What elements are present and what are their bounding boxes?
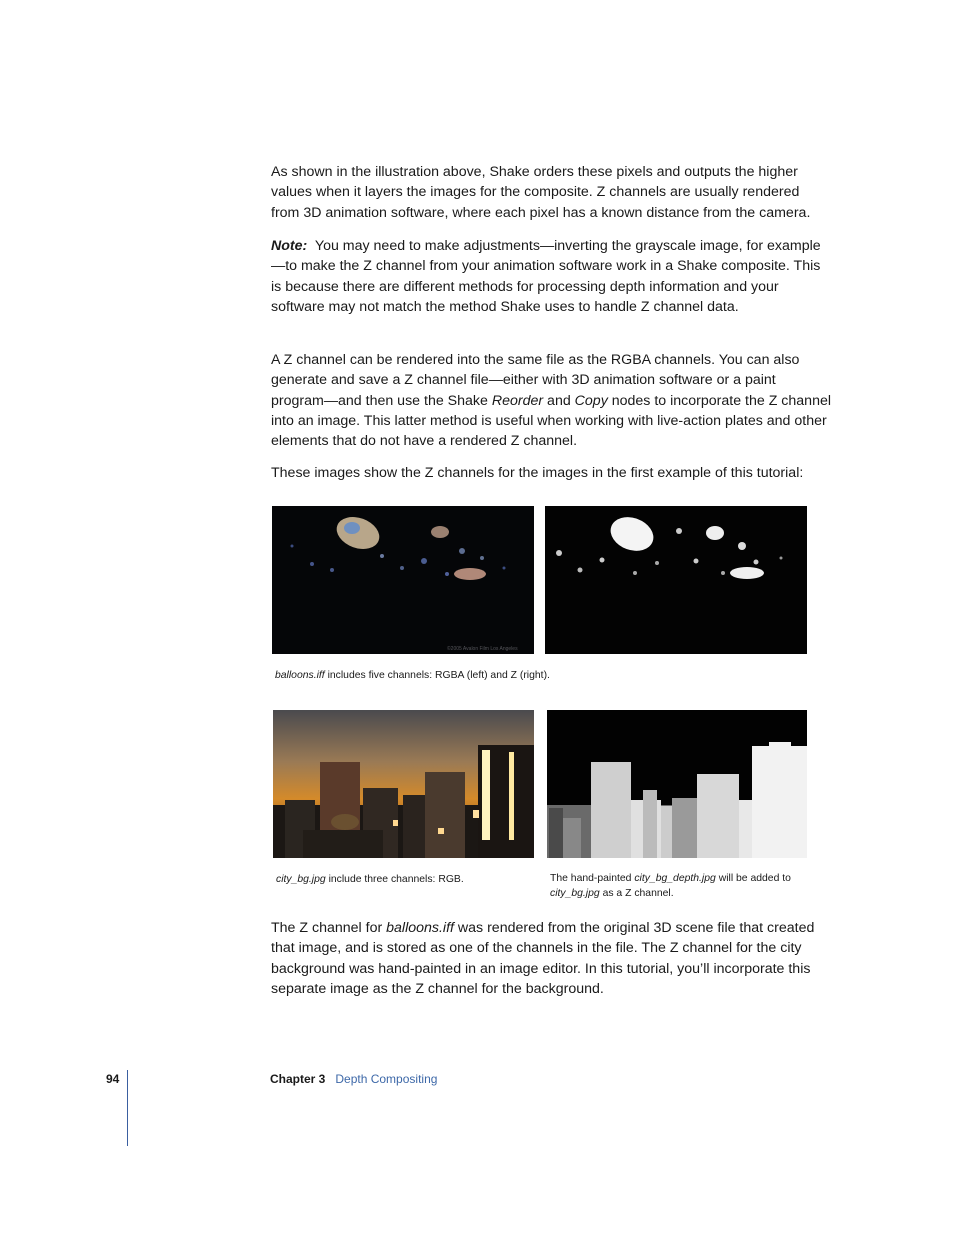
copy-node-name: Copy	[574, 392, 608, 409]
p3-text-a: A Z channel can be rendered into the same file as the RGBA channels. You can also generate and save a Z channel file—either with 3D animation software or a paint program—and then use the Shake	[271, 352, 800, 409]
body-paragraph-3	[271, 350, 831, 451]
reorder-node-name: Reorder	[491, 392, 544, 409]
body-paragraph-5	[271, 918, 831, 999]
copyright-text: ©2005 Avalon Film Los Angeles	[447, 646, 518, 652]
body-paragraph-4: These images show the Z channels for the images in the first example of this tutorial:	[271, 465, 804, 481]
depth-caption-file2: city_bg.jpg	[550, 888, 600, 899]
city-rgb-image	[273, 710, 534, 858]
p5-text-b: was rendered from the original 3D scene file that created that image, and is stored as one of the channels in the file. The Z channel for the city background was hand-painted in an image editor. In this tutorial, you’ll incorporate this separate image as the Z channel for the background.	[271, 920, 815, 997]
page-number: 94	[106, 1072, 120, 1086]
note-paragraph	[271, 236, 831, 317]
depth-caption-c: as a Z channel.	[599, 888, 674, 899]
balloons-rgba-image	[272, 506, 534, 654]
city-depth-image	[547, 710, 807, 858]
note-label: Note:	[271, 238, 308, 254]
p3-text-b: nodes to incorporate the Z channel into an image. This latter method is useful when working with live-action plates and other elements that do not have a rendered Z channel.	[271, 392, 832, 450]
city-caption-file: city_bg.jpg	[276, 874, 326, 885]
city-caption	[276, 872, 464, 887]
chapter-label: Chapter 3	[270, 1072, 326, 1086]
balloons-caption-text: includes five channels: RGBA (left) and Z (right).	[324, 670, 550, 681]
p3-text-and: and	[543, 392, 575, 409]
note-text: You may need to make adjustments—inverting the grayscale image, for example—to make the Z channel from your animation software work in a Shake composite. This is because there are different methods for processing depth information and your software may not match the method Shake uses to handle Z channel data.	[271, 238, 821, 315]
balloons-z-image	[545, 506, 807, 654]
p5-text-a: The Z channel for	[271, 920, 387, 936]
city-caption-text: include three channels: RGB.	[325, 874, 464, 885]
depth-caption-file: city_bg_depth.jpg	[634, 873, 716, 884]
depth-caption	[550, 871, 806, 901]
balloons-caption-file: balloons.iff	[275, 670, 325, 681]
footer-chapter	[270, 1072, 437, 1086]
chapter-title: Depth Compositing	[335, 1072, 438, 1086]
footer-divider	[127, 1070, 128, 1146]
depth-caption-a: The hand-painted	[550, 873, 635, 884]
p5-file-name: balloons.iff	[386, 920, 454, 936]
body-paragraph-1: As shown in the illustration above, Shake orders these pixels and outputs the higher values when it layers the images for the composite. Z channels are usually rendered from 3D animation software, where each pixel has a known distance from the camera.	[271, 164, 811, 221]
depth-caption-b: will be added to	[715, 873, 791, 884]
balloons-caption	[275, 668, 550, 683]
